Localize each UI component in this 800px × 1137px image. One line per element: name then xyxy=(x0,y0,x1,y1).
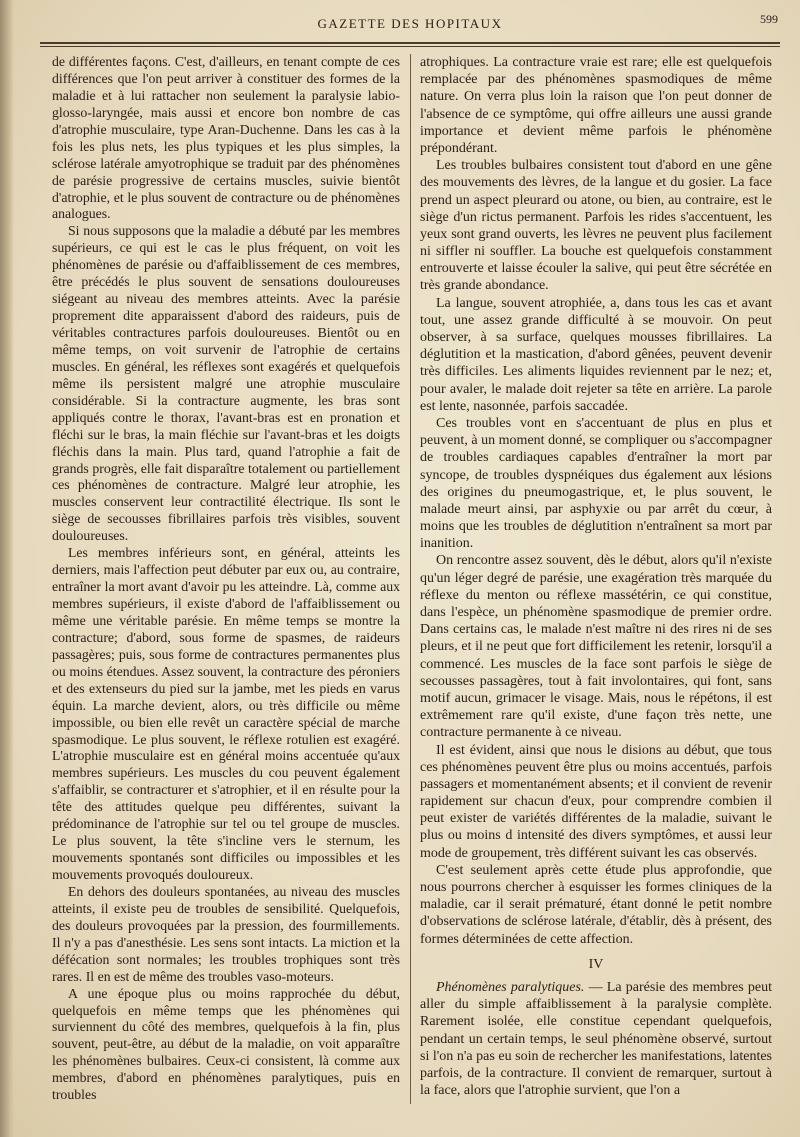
paragraph xyxy=(420,979,772,1099)
page-header xyxy=(40,10,780,38)
header-rule xyxy=(40,42,780,44)
paragraph: C'est seulement après cette étude plus approfondie, que nous pourrons chercher à esquisser les formes cliniques de la maladie, car il serait prématuré, étant donné le petit nombre d'observations de sclérose latérale, d'établir, dès à présent, des formes déterminées de cette affection. xyxy=(420,862,772,947)
right-column xyxy=(420,54,772,1099)
paragraph: atrophiques. La contracture vraie est rare; elle est quelquefois remplacée par des phénomènes spasmodiques de même nature. On verra plus loin la raison que l'on peut donner de l'absence de ce symptôme, qui offre ailleurs une aussi grande importance et devient même parfois le phénomène prépondérant. xyxy=(420,55,772,156)
column-divider xyxy=(410,54,411,1104)
section-numeral: IV xyxy=(588,956,604,972)
page-binding-edge xyxy=(0,0,14,1137)
paragraph: Ces troubles vont en s'accentuant de plus en plus et peuvent, à un moment donné, se compliquer ou s'accompagner de troubles cardiaques capables d'entraîner la mort par syncope, de troubles dyspnéiques dus également aux lésions des origines du pneumogastrique, et, le plus souvent, le malade meurt ainsi, par asphyxie ou par arrêt du cœur, à moins que les troubles de déglutition n'entraînent sa mort par inanition. xyxy=(420,415,772,552)
paragraph: Il est évident, ainsi que nous le disions au début, que tous ces phénomènes peuvent être plus ou moins accentués, parfois passagers et momentanément absents; et il convient de revenir rapidement sur chacun d'eux, pour comprendre combien il peut exister de variétés différentes de la maladie, suivant le plus ou moins d intensité des divers symptômes, et aussi leur mode de groupement, très différent suivant les cas observés. xyxy=(420,742,772,861)
paragraph-body: — La parésie des membres peut aller du simple affaiblissement à la paralysie complète. Rarement isolée, elle constitue cependant quelquefois, pendant un certain temps, le seul phénomène observé, surtout si l'on n'a pas eu soin de rechercher les manifestations, latentes parfois, de la contracture. Il convient de remarquer, surtout à la face, alors que l'atrophie survient, que l'on a xyxy=(420,979,772,1099)
paragraph: Si nous supposons que la maladie a débuté par les membres supérieurs, ce qui est le cas le plus fréquent, on voit les phénomènes de parésie ou d'affaiblissement de ces membres, être précédés le plus souvent de sensations douloureuses siégeant au niveau des membres atteints. Avec la parésie proprement dite apparaissent d'abord des raideurs, puis de véritables contractures parfois douloureuses. Bientôt ou en même temps, on voit survenir de l'atrophie de certains muscles. En général, les réflexes sont exagérés et quelquefois même ils persistent malgré une atrophie musculaire considérable. Si la contracture augmente, les bras sont appliqués contre le thorax, l'avant-bras est en pronation et fléchi sur le bras, la main fléchie sur l'avant-bras et les doigts fléchis dans la main. Plus tard, quand l'atrophie a fait de grands progrès, elle fait disparaître totalement ou partiellement ces phénomènes de contracture. Malgré leur atrophie, les muscles conservent leur contractilité électrique. Ils sont le siège de secousses fibrillaires parfois très visibles, souvent douloureuses. xyxy=(52,223,400,544)
header-rule-thin xyxy=(40,46,780,47)
paragraph: On rencontre assez souvent, dès le début, alors qu'il n'existe qu'un léger degré de parésie, une exagération très marquée du réflexe du menton ou réflexe massétérin, ce qui constitue, dans l'espèce, un phénomène spasmodique de premier ordre. Dans certains cas, le malade n'est maître ni des rires ni de ses pleurs, et il ne peut que fort difficilement les retenir, lorsqu'il a commencé. Les muscles de la face sont parfois le siège de secousses passagères, tout à fait involontaires, qui font, sans motif aucun, grimacer le visage. Mais, nous le répétons, il est extrêmement rare qu'il existe, d'une façon très nette, une contracture permanente à ce niveau. xyxy=(420,553,772,741)
paragraph: Les troubles bulbaires consistent tout d'abord en une gêne des mouvements des lèvres, de la langue et du gosier. La face prend un aspect pleurard ou atone, ou bien, au contraire, est le siège d'un rictus permanent. Parfois les rides s'accentuent, les yeux sont grand ouverts, les lèvres ne peuvent plus facilement ni siffler ni souffler. La bouche est quelquefois constamment entrouverte et laisse écouler la salive, qui peut être sécrétée en très grande abondance. xyxy=(420,158,772,294)
page-number: 599 xyxy=(760,12,778,26)
journal-title: GAZETTE DES HOPITAUX xyxy=(317,16,503,31)
paragraph-lead: Phénomènes paralytiques. xyxy=(436,979,585,995)
paragraph: Les membres inférieurs sont, en général, atteints les derniers, mais l'affection peut débuter par eux ou, au contraire, entraîner la mort avant d'avoir pu les atteindre. Là, comme aux membres supérieurs, il existe d'abord de l'affaiblissement ou même une véritable parésie. En même temps se montre la contracture; d'abord, sous forme de spasmes, de raideurs passagères; puis, sous forme de contractures permanentes plus ou moins étendues. Assez souvent, la contracture des péroniers et des extenseurs du pied sur la jambe, met les pieds en varus équin. La marche devient, alors, ou très difficile ou même impossible, ou bien elle revêt un caractère spécial de marche spasmodique. Le plus souvent, le réflexe rotulien est exagéré. L'atrophie musculaire est en général moins accentuée qu'aux membres supérieurs. Les muscles du cou peuvent également s'affaiblir, se contracturer et s'atrophier, et il en résulte pour la tête des attitudes quelque peu différentes, suivant la prédominance de l'atrophie sur tel ou tel groupe de muscles. Le plus souvent, la tête s'incline vers le sternum, les mouvements spontanés sont difficiles ou impossibles et les mouvements provoqués douloureux. xyxy=(52,545,400,882)
paragraph: La langue, souvent atrophiée, a, dans tous les cas et avant tout, une assez grande difficulté à se mouvoir. On peut observer, à sa surface, quelques mousses fibrillaires. La déglutition et la mastication, d'abord gênées, peuvent devenir très difficiles. Les aliments liquides reviennent par le nez; et, pour avaler, le malade doit rejeter sa tête en arrière. La parole est lente, nasonnée, parfois saccadée. xyxy=(420,295,772,414)
paragraph: de différentes façons. C'est, d'ailleurs, en tenant compte de ces différences que l'on peut arriver à constituer des formes de la maladie et à lui rattacher non seulement la paralysie labio-glosso-laryngée, mais aussi et encore bon nombre de cas d'atrophie musculaire, type Aran-Duchenne. Dans les cas à la fois les plus nets, les plus typiques et les plus simples, la sclérose latérale amyotrophique se traduit par des phénomènes de parésie progressive de certains muscles, suivie bientôt d'atrophie, et le plus souvent de contracture ou de phénomènes analogues. xyxy=(52,54,400,222)
paragraph: En dehors des douleurs spontanées, au niveau des muscles atteints, il existe peu de troubles de sensibilité. Quelquefois, des douleurs provoquées par la pression, des fourmillements. Il n'y a pas d'anesthésie. Les sens sont intacts. La miction et la défécation sont normales; les troubles trophiques sont très rares. Il en est de même des troubles vaso-moteurs. xyxy=(52,883,400,984)
left-column xyxy=(52,54,400,1104)
paragraph: A une époque plus ou moins rapprochée du début, quelquefois en même temps que les phénomènes qui surviennent du côté des membres, quelquefois à la fin, plus souvent, peut-être, au début de la maladie, on voit apparaître les phénomènes bulbaires. Ceux-ci consistent, là comme aux membres, d'abord en phénomènes paralytiques, puis en troubles xyxy=(52,985,400,1103)
